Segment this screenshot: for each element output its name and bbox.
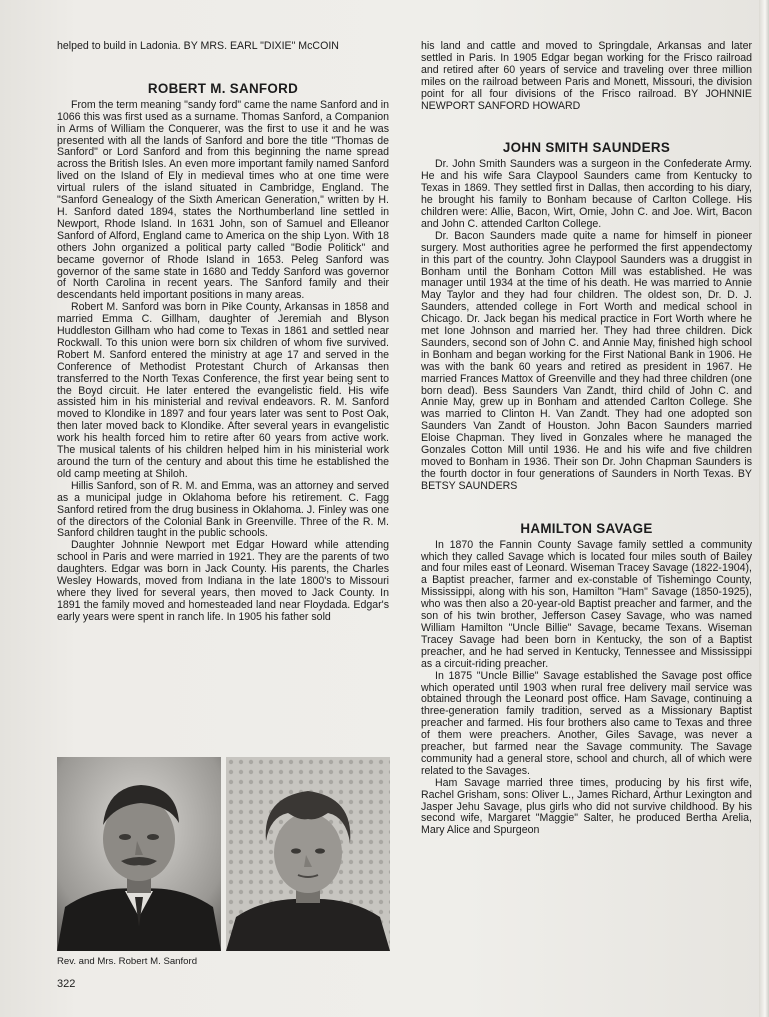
sanford-paragraph: From the term meaning "sandy ford" came the name Sanford and in 1066 this was first used as a surname. Thomas Sanford, a Companion in Arms of William the Conquerer, was the first to use it and he was presented with all the lands of Sanford and bore the title "Thomas de Sanford" or Lord Sanford and from this beginning the name spread across the British Isles. An even more important family named Sanford lived on the Island of Ely in medieval times who at one time were virtual rulers of the island situated in Cambridge, England. The "Sanford Genealogy of the Sixth American Generation," written by H. H. Sanford dated 1894, states the Northumberland line settled in Newport, Rhode Island. In 1631 John, son of Samuel and Elleanor Sanford of Alford, England came to America on the ship Lyon. With 18 others John organized a political party called "Bodie Politick" and became governor of Rhode Island in 1653. Peleg Sanford was governor of the same state in 1680 and Teddy Sanford was governor of North Carolina in recent years. The Sanford family and their descendants held important positions in many areas. <box>57 98 389 302</box>
saunders-paragraph: Dr. Bacon Saunders made quite a name for himself in pioneer surgery. Most authorities agree he performed the first appendectomy in this part of the country. John Claypool Saunders was a druggist in Bonham until the Bonham Cotton Mill was established. He was manager until 1934 at the time of his death. He was married to Annie May Taylor and they had four children. The oldest son, Dr. D. J. Saunders, attended college in Fort Worth and medical school in Chicago. Dr. Jack began his medical practice in Fort Worth where he met Ione Johnson and married her. They had three children. Dick Saunders, second son of John C. and Annie May, finished high school in Bonham and began working for the First National Bank in 1906. He was with the bank 60 years and retired as president in 1967. He married Frances Mattox of Greenville and they had three children (one born dead). Bess Saunders Van Zandt, third child of John C. and Annie May, grew up in Bonham and attended Carlton College. She was married to Clinton H. Van Zandt. They had one adopted son Saunders Van Zandt of Houston. John Bacon Saunders married Eloise Chapman. They lived in Gonzales where he managed the Gonzales Cotton Mill until 1936. He and his wife and five children moved to Bonham in 1936. Their son Dr. John Chapman Saunders is the fourth doctor in four generations of Saunders in North Texas. BY BETSY SAUNDERS <box>421 229 752 492</box>
photo-rev-sanford <box>57 757 221 951</box>
photo-caption: Rev. and Mrs. Robert M. Sanford <box>57 956 198 967</box>
sanford-heading: ROBERT M. SANFORD <box>147 80 299 96</box>
savage-paragraph: Ham Savage married three times, producing by his first wife, Rachel Grisham, sons: Oliver L., James Richard, Arthur Lexington and Jasper Jehu Savage, plus girls who did not survive childhood. By his second wife, Margaret "Maggie" Salter, he produced Bertha Arelia, Mary Alice and Spurgeon <box>421 776 752 837</box>
page-spine-edge <box>759 0 769 1017</box>
savage-paragraph: In 1870 the Fannin County Savage family settled a community which they called Savage which is located four miles south of Bailey and four miles east of Leonard. Wiseman Tracey Savage (1822-1904), a Baptist preacher, farmer and ex-constable of Tishemingo County, Mississippi, along with his son, Hamilton "Ham" Savage (1850-1925), who was then also a 20-year-old Baptist preacher and farmer, and the son of his twin brother, Jefferson Casey Savage, who was named William Hamilton "Uncle Billie" Savage, became Texans. Wiseman Tracey Savage had been born in Kentucky, the son of a Baptist preacher, and he had served in Kentucky, Tennessee and Mississippi as a circuit-riding preacher. <box>421 538 752 670</box>
portrait-man-image <box>57 757 221 951</box>
left-column-intro: helped to build in Ladonia. BY MRS. EARL "DIXIE" McCOIN <box>57 40 339 52</box>
sanford-paragraph: Hillis Sanford, son of R. M. and Emma, was an attorney and served as a municipal judge in Oklahoma before his retirement. C. Fagg Sanford retired from the drug business in Oklahoma. J. Finley was one of the directors of the Colonial Bank in Greenville. Three of the R. M. Sanford children taught in the public schools. <box>57 479 389 540</box>
sanford-paragraph: Daughter Johnnie Newport met Edgar Howard while attending school in Paris and were married in 1921. They are the parents of two daughters. Edgar was born in Jack County. His parents, the Charles Wesley Howards, moved from Indiana in the late 1800's to Missouri where they lived for several years, then moved to Jack County. In 1891 the family moved and homesteaded land near Floydada. Edgar's early years were spent in ranch life. In 1905 his father sold <box>57 539 389 623</box>
page-number: 322 <box>57 978 76 990</box>
saunders-paragraph: Dr. John Smith Saunders was a surgeon in the Confederate Army. He and his wife Sara Claypool Saunders came from Kentucky to Texas in 1869. They settled first in Dallas, then according to his diary, he brought his family to Bonham because of Carlton College. His children were: Allie, Bacon, Wirt, Omie, John C. and Joe. Wirt, Bacon and John C. attended Carlton College. <box>421 158 752 230</box>
saunders-heading: JOHN SMITH SAUNDERS <box>502 140 671 156</box>
left-column <box>57 41 389 624</box>
savage-heading: HAMILTON SAVAGE <box>520 520 653 536</box>
savage-paragraph: In 1875 "Uncle Billie" Savage established the Savage post office which operated until 1903 when rural free delivery mail service was obtained through the Leonard post office. Ham Savage, continuing a three-generation family tradition, served as a Missionary Baptist preacher and farmed. His four brothers also came to Texas and three of them were preachers. Another, Giles Savage, was never a preacher, but farmed near the Savage community. The Savage community had a general store, school and church, all of which were related to the Savages. <box>421 669 752 777</box>
right-column-intro: his land and cattle and moved to Springdale, Arkansas and later settled in Paris. In 1905 Edgar began working for the Frisco railroad and retired after 60 years of service and traveling over three million miles on the railroad between Paris and Monett, Missouri, the division point for all four divisions of the Frisco railroad. BY JOHNNIE NEWPORT SANFORD HOWARD <box>421 40 752 112</box>
sanford-paragraph: Robert M. Sanford was born in Pike County, Arkansas in 1858 and married Emma C. Gillham, daughter of Jeremiah and Blyson Huddleston Gillham who had come to Texas in 1861 and settled near Rockwall. To this union were born six children of whom five survived. Robert M. Sanford entered the ministry at age 17 and served in the Conference of Methodist Protestant Church of Arkansas then transferred to the North Texas Conference, the first year being sent to the Boyd circuit. He later entered the evangelistic field. His wife assisted him in his ministerial and revival endeavors. R. M. Sanford moved to Klondike in 1897 and four years later was sent to Post Oak, then later moved back to Klondike. After several years in evangelistic work his health forced him to retire after 60 years from active work. The musical talents of his children helped him in his ministerial work around the turn of the century and about this time he established the old camp meeting at Shiloh. <box>57 301 389 480</box>
portrait-woman-image <box>226 757 390 951</box>
photo-mrs-sanford <box>226 757 390 951</box>
right-column <box>421 41 752 837</box>
